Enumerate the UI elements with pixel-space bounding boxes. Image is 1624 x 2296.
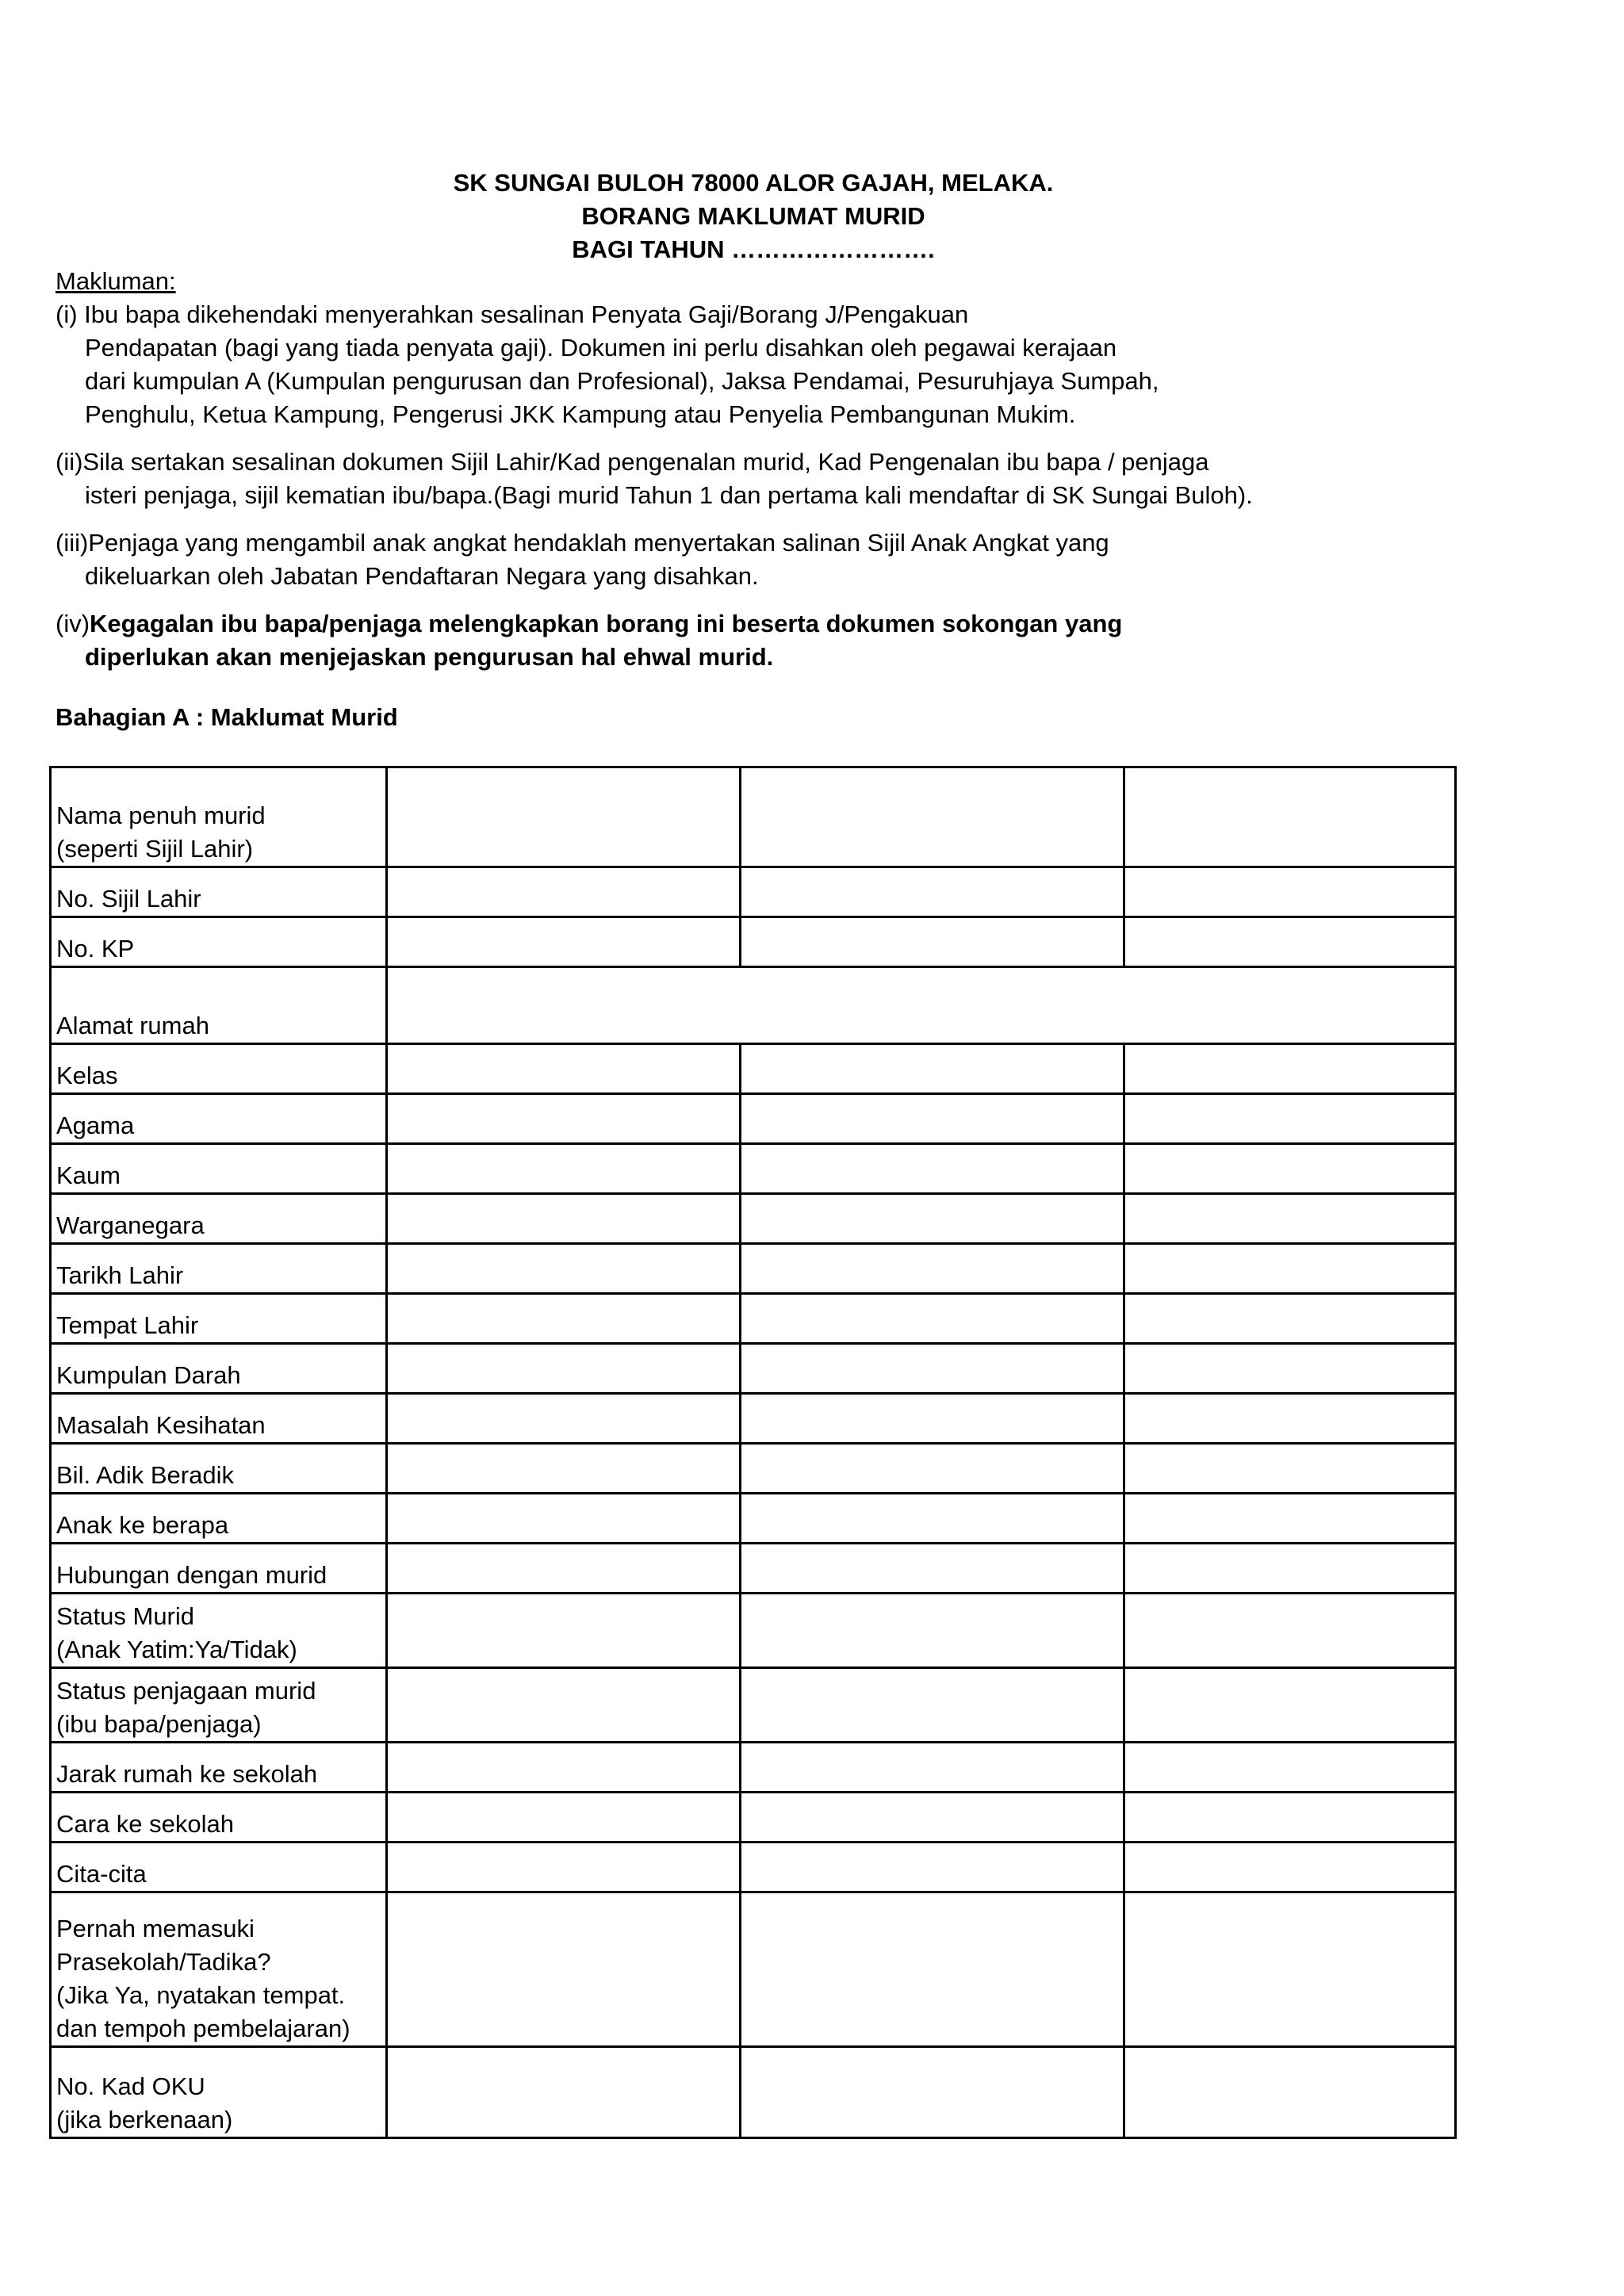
row-label [51, 1843, 387, 1892]
table-row [51, 1892, 1456, 2047]
notice-text: isteri penjaga, sijil kematian ibu/bapa.(Bagi murid Tahun 1 dan pertama kali mendaftar di SK Sungai Buloh). [85, 481, 1253, 509]
row-label [51, 1294, 387, 1344]
table-row [51, 1094, 1456, 1144]
row-label [51, 1144, 387, 1194]
year-line: BAGI TAHUN ……………………. [572, 235, 935, 263]
input-cell[interactable] [741, 1843, 1124, 1892]
table-row [51, 917, 1456, 967]
notice-text: dari kumpulan A (Kumpulan pengurusan dan Profesional), Jaksa Pendamai, Pesuruhjaya Sumpah, [85, 367, 1159, 395]
row-label-line: Kaum [56, 1161, 121, 1189]
input-cell[interactable] [387, 1294, 741, 1344]
row-label [51, 1094, 387, 1144]
input-cell[interactable] [387, 1444, 741, 1494]
input-cell[interactable] [387, 1743, 741, 1793]
row-label-line: Alamat rumah [56, 1012, 209, 1039]
notice-item [56, 607, 1546, 674]
input-cell[interactable] [1124, 1244, 1456, 1294]
input-cell[interactable] [387, 1594, 741, 1668]
notice-line [56, 446, 1546, 479]
input-cell[interactable] [741, 1668, 1124, 1743]
row-label-line: Kumpulan Darah [56, 1361, 241, 1389]
input-cell[interactable] [741, 1244, 1124, 1294]
row-label-line: Bil. Adik Beradik [56, 1461, 234, 1489]
notice-section [56, 265, 1546, 674]
row-label-line: (Jika Ya, nyatakan tempat. [56, 1981, 346, 2009]
table-row [51, 1394, 1456, 1444]
input-cell[interactable] [1124, 1094, 1456, 1144]
input-cell[interactable] [387, 2047, 741, 2138]
row-label-line: Agama [56, 1112, 135, 1139]
input-cell[interactable] [1124, 767, 1456, 867]
row-label-line: Masalah Kesihatan [56, 1411, 266, 1439]
input-cell[interactable] [387, 1544, 741, 1594]
input-cell[interactable] [387, 1144, 741, 1194]
table-row [51, 1793, 1456, 1843]
row-label [51, 1892, 387, 2047]
notice-item [56, 446, 1546, 512]
student-info-table [49, 766, 1457, 2139]
table-row [51, 867, 1456, 917]
row-label-line: Jarak rumah ke sekolah [56, 1760, 318, 1788]
input-cell[interactable] [1124, 1668, 1456, 1743]
row-label [51, 1344, 387, 1394]
input-cell[interactable] [1124, 2047, 1456, 2138]
notice-text: Kegagalan ibu bapa/penjaga melengkapkan borang ini beserta dokumen sokongan yang [90, 610, 1123, 637]
input-cell[interactable] [1124, 1594, 1456, 1668]
notice-text: (ii)Sila sertakan sesalinan dokumen Sijil Lahir/Kad pengenalan murid, Kad Pengenalan ibu bapa / penjaga [56, 448, 1209, 476]
row-label [51, 1793, 387, 1843]
row-label-line: No. KP [56, 935, 135, 962]
notice-text: Penghulu, Ketua Kampung, Pengerusi JKK Kampung atau Penyelia Pembangunan Mukim. [85, 400, 1076, 428]
table-row [51, 1668, 1456, 1743]
row-label-line: Kelas [56, 1062, 118, 1089]
notice-title: Makluman: [56, 267, 176, 295]
notice-line [56, 607, 1546, 641]
notice-text: Pendapatan (bagi yang tiada penyata gaji). Dokumen ini perlu disahkan oleh pegawai kerajaan [85, 334, 1117, 362]
table-row [51, 767, 1456, 867]
row-label-line: (ibu bapa/penjaga) [56, 1710, 262, 1738]
row-label-line: Nama penuh murid [56, 802, 266, 829]
input-cell[interactable] [387, 1344, 741, 1394]
input-cell[interactable] [1124, 1793, 1456, 1843]
input-cell[interactable] [741, 917, 1124, 967]
input-cell[interactable] [1124, 1444, 1456, 1494]
input-cell[interactable] [741, 1444, 1124, 1494]
notice-item [56, 526, 1546, 593]
row-label-line: Pernah memasuki [56, 1915, 255, 1942]
notice-line [56, 479, 1546, 512]
input-cell[interactable] [741, 1494, 1124, 1544]
input-cell[interactable] [741, 1743, 1124, 1793]
row-label [51, 1394, 387, 1444]
notice-prefix: (iv) [56, 610, 90, 637]
input-cell[interactable] [387, 1394, 741, 1444]
input-cell[interactable] [741, 1594, 1124, 1668]
input-cell[interactable] [741, 1394, 1124, 1444]
row-label-line: Status penjagaan murid [56, 1677, 316, 1705]
notice-line [56, 331, 1546, 365]
input-cell[interactable] [741, 1793, 1124, 1843]
input-cell[interactable] [741, 1544, 1124, 1594]
table-row [51, 1843, 1456, 1892]
input-cell[interactable] [1124, 1294, 1456, 1344]
row-label [51, 1544, 387, 1594]
input-cell[interactable] [1124, 1144, 1456, 1194]
table-row [51, 1444, 1456, 1494]
input-cell[interactable] [1124, 917, 1456, 967]
input-cell[interactable] [387, 1194, 741, 1244]
row-label-line: Anak ke berapa [56, 1511, 229, 1539]
table-row [51, 1194, 1456, 1244]
input-cell[interactable] [1124, 1843, 1456, 1892]
input-cell[interactable] [1124, 1544, 1456, 1594]
input-cell[interactable] [387, 1244, 741, 1294]
notice-line [56, 526, 1546, 560]
row-label-line: Cara ke sekolah [56, 1810, 235, 1838]
notice-text: diperlukan akan menjejaskan pengurusan hal ehwal murid. [85, 643, 774, 671]
row-label [51, 1444, 387, 1494]
input-cell[interactable] [1124, 867, 1456, 917]
row-label-line: (Anak Yatim:Ya/Tidak) [56, 1636, 297, 1663]
table-row [51, 2047, 1456, 2138]
form-header [0, 166, 1507, 266]
notice-text: (i) Ibu bapa dikehendaki menyerahkan sesalinan Penyata Gaji/Borang J/Pengakuan [56, 300, 969, 328]
row-label-line: Hubungan dengan murid [56, 1561, 327, 1589]
row-label [51, 1194, 387, 1244]
input-cell[interactable] [1124, 1494, 1456, 1544]
row-label-line: Tarikh Lahir [56, 1261, 184, 1289]
notice-line [56, 398, 1546, 431]
input-cell[interactable] [387, 1668, 741, 1743]
input-cell[interactable] [387, 1494, 741, 1544]
input-cell[interactable] [387, 917, 741, 967]
row-label-line: Tempat Lahir [56, 1311, 199, 1339]
table-row [51, 1594, 1456, 1668]
table-row [51, 1743, 1456, 1793]
input-cell[interactable] [741, 1892, 1124, 2047]
input-cell[interactable] [1124, 1743, 1456, 1793]
input-cell[interactable] [741, 2047, 1124, 2138]
row-label-line: Prasekolah/Tadika? [56, 1948, 271, 1976]
notice-line [56, 560, 1546, 593]
notice-text: dikeluarkan oleh Jabatan Pendaftaran Negara yang disahkan. [85, 562, 759, 590]
row-label [51, 767, 387, 867]
input-cell[interactable] [1124, 1892, 1456, 2047]
table-row [51, 1344, 1456, 1394]
notice-item [56, 298, 1546, 431]
input-cell[interactable] [741, 1044, 1124, 1094]
section-a-title: Bahagian A : Maklumat Murid [56, 703, 398, 731]
form-title: BORANG MAKLUMAT MURID [581, 202, 925, 230]
input-cell[interactable] [387, 1793, 741, 1843]
table-row [51, 1494, 1456, 1544]
row-label-line: Status Murid [56, 1602, 195, 1630]
row-label-line: (jika berkenaan) [56, 2106, 233, 2133]
row-label [51, 867, 387, 917]
row-label-line: Cita-cita [56, 1860, 147, 1888]
table-row [51, 1044, 1456, 1094]
row-label-line: No. Kad OKU [56, 2072, 205, 2100]
input-cell[interactable] [387, 867, 741, 917]
input-cell[interactable] [387, 967, 1456, 1044]
row-label [51, 1494, 387, 1544]
row-label [51, 1668, 387, 1743]
school-name: SK SUNGAI BULOH 78000 ALOR GAJAH, MELAKA. [453, 169, 1054, 197]
notice-line [56, 365, 1546, 398]
row-label [51, 2047, 387, 2138]
input-cell[interactable] [387, 1892, 741, 2047]
input-cell[interactable] [741, 1294, 1124, 1344]
input-cell[interactable] [1124, 1344, 1456, 1394]
input-cell[interactable] [741, 1344, 1124, 1394]
row-label [51, 917, 387, 967]
input-cell[interactable] [1124, 1394, 1456, 1444]
table-row [51, 1544, 1456, 1594]
row-label-line: dan tempoh pembelajaran) [56, 2015, 350, 2042]
table-row [51, 967, 1456, 1044]
input-cell[interactable] [1124, 1194, 1456, 1244]
notice-text: (iii)Penjaga yang mengambil anak angkat hendaklah menyertakan salinan Sijil Anak Angkat yang [56, 529, 1109, 557]
row-label-line: (seperti Sijil Lahir) [56, 835, 254, 863]
input-cell[interactable] [387, 1843, 741, 1892]
row-label [51, 1743, 387, 1793]
input-cell[interactable] [741, 767, 1124, 867]
table-row [51, 1244, 1456, 1294]
input-cell[interactable] [387, 767, 741, 867]
input-cell[interactable] [741, 867, 1124, 917]
input-cell[interactable] [1124, 1044, 1456, 1094]
row-label [51, 1244, 387, 1294]
row-label [51, 967, 387, 1044]
row-label-line: No. Sijil Lahir [56, 885, 201, 913]
input-cell[interactable] [741, 1094, 1124, 1144]
notice-line [56, 641, 1546, 674]
input-cell[interactable] [741, 1194, 1124, 1244]
row-label [51, 1594, 387, 1668]
input-cell[interactable] [387, 1094, 741, 1144]
input-cell[interactable] [387, 1044, 741, 1094]
table-row [51, 1144, 1456, 1194]
table-row [51, 1294, 1456, 1344]
input-cell[interactable] [741, 1144, 1124, 1194]
row-label [51, 1044, 387, 1094]
notice-line [56, 298, 1546, 331]
row-label-line: Warganegara [56, 1211, 205, 1239]
